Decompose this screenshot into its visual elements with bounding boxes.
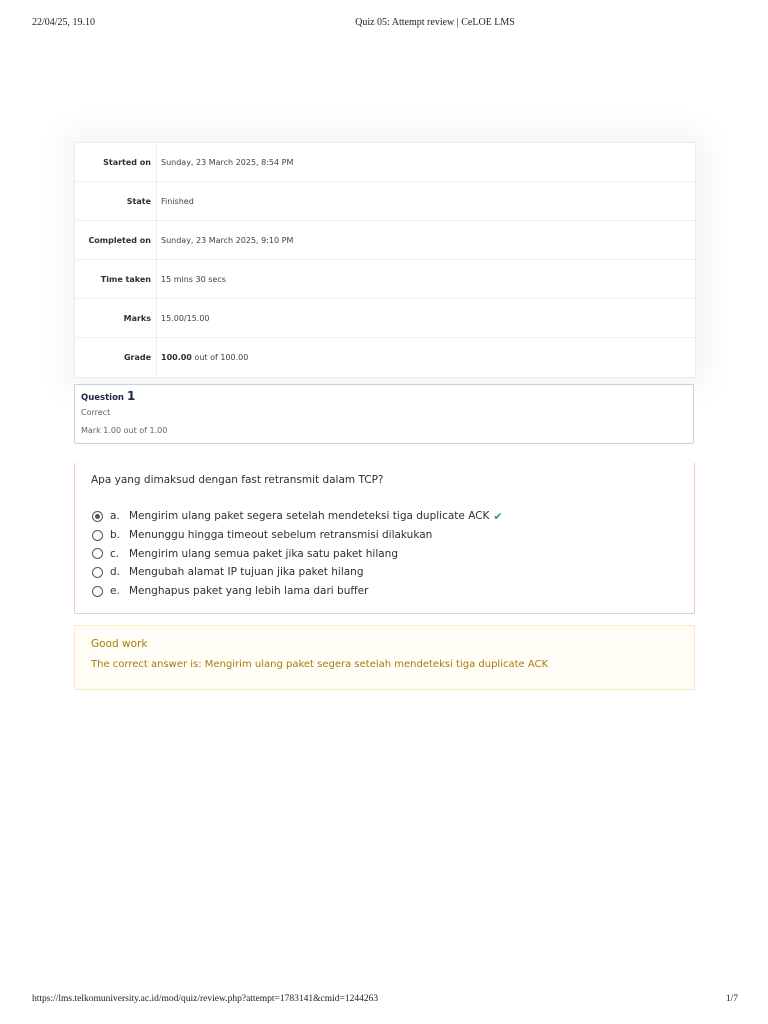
answer-letter: c. (110, 547, 120, 560)
grade-value: 100.00 (161, 353, 192, 362)
print-url: https://lms.telkomuniversity.ac.id/mod/quiz/review.php?attempt=1783141&cmid=1244263 (32, 994, 379, 1004)
summary-row-grade (75, 338, 695, 377)
summary-value: 15.00/15.00 (161, 313, 210, 323)
attempt-summary-table (74, 142, 696, 378)
answer-option-e[interactable] (92, 582, 503, 601)
answer-text: Menghapus paket yang lebih lama dari buffer (129, 585, 369, 598)
summary-label: State (75, 182, 157, 220)
grade-out-of: out of 100.00 (191, 353, 249, 362)
summary-value (157, 353, 248, 362)
answer-option-a[interactable] (92, 507, 503, 526)
answer-text: Mengubah alamat IP tujuan jika paket hilang (129, 566, 364, 579)
summary-label: Started on (75, 143, 157, 181)
radio-icon[interactable] (92, 530, 103, 541)
print-page-title: Quiz 05: Attempt review | CeLOE LMS (355, 17, 515, 28)
answer-option-d[interactable] (92, 563, 503, 582)
radio-selected-icon[interactable] (92, 511, 103, 522)
answer-option-b[interactable] (92, 526, 503, 545)
summary-row-state (75, 182, 695, 221)
question-state: Correct (81, 408, 111, 417)
answer-letter: b. (110, 529, 121, 542)
question-label: Question (81, 393, 127, 403)
question-number-value: 1 (126, 389, 136, 403)
summary-label: Marks (75, 299, 157, 337)
question-grade: Mark 1.00 out of 1.00 (81, 426, 168, 435)
summary-value: Sunday, 23 March 2025, 8:54 PM (161, 157, 294, 167)
radio-icon[interactable] (92, 586, 103, 597)
summary-label: Completed on (75, 221, 157, 259)
summary-row-started-on (75, 143, 695, 182)
summary-label: Time taken (75, 260, 157, 298)
summary-label: Grade (75, 338, 157, 377)
question-number (81, 389, 135, 403)
summary-value: 15 mins 30 secs (161, 274, 226, 284)
feedback-box (74, 625, 695, 690)
question-content (74, 463, 695, 614)
summary-value: Sunday, 23 March 2025, 9:10 PM (161, 235, 294, 245)
correct-check-icon: ✔ (493, 509, 503, 523)
answer-letter: a. (110, 510, 120, 523)
print-datetime: 22/04/25, 19.10 (32, 17, 96, 28)
answer-option-c[interactable] (92, 544, 503, 563)
answer-letter: d. (110, 566, 121, 579)
answer-text: Mengirim ulang semua paket jika satu paket hilang (129, 547, 399, 560)
answer-text: Menunggu hingga timeout sebelum retransmisi dilakukan (129, 529, 433, 542)
print-page-number: 1/7 (725, 994, 738, 1004)
answer-text: Mengirim ulang paket segera setelah mendeteksi tiga duplicate ACK (129, 510, 490, 523)
general-feedback: Good work (91, 638, 148, 650)
question-info-box (74, 384, 694, 444)
summary-value: Finished (161, 196, 194, 206)
summary-row-completed-on (75, 221, 695, 260)
answer-letter: e. (110, 585, 120, 598)
summary-row-time-taken (75, 260, 695, 299)
question-text: Apa yang dimaksud dengan fast retransmit dalam TCP? (91, 474, 384, 486)
radio-icon[interactable] (92, 548, 103, 559)
summary-row-marks (75, 299, 695, 338)
radio-icon[interactable] (92, 567, 103, 578)
answer-list (92, 507, 503, 600)
right-answer: The correct answer is: Mengirim ulang paket segera setelah mendeteksi tiga duplicate ACK (91, 659, 549, 670)
